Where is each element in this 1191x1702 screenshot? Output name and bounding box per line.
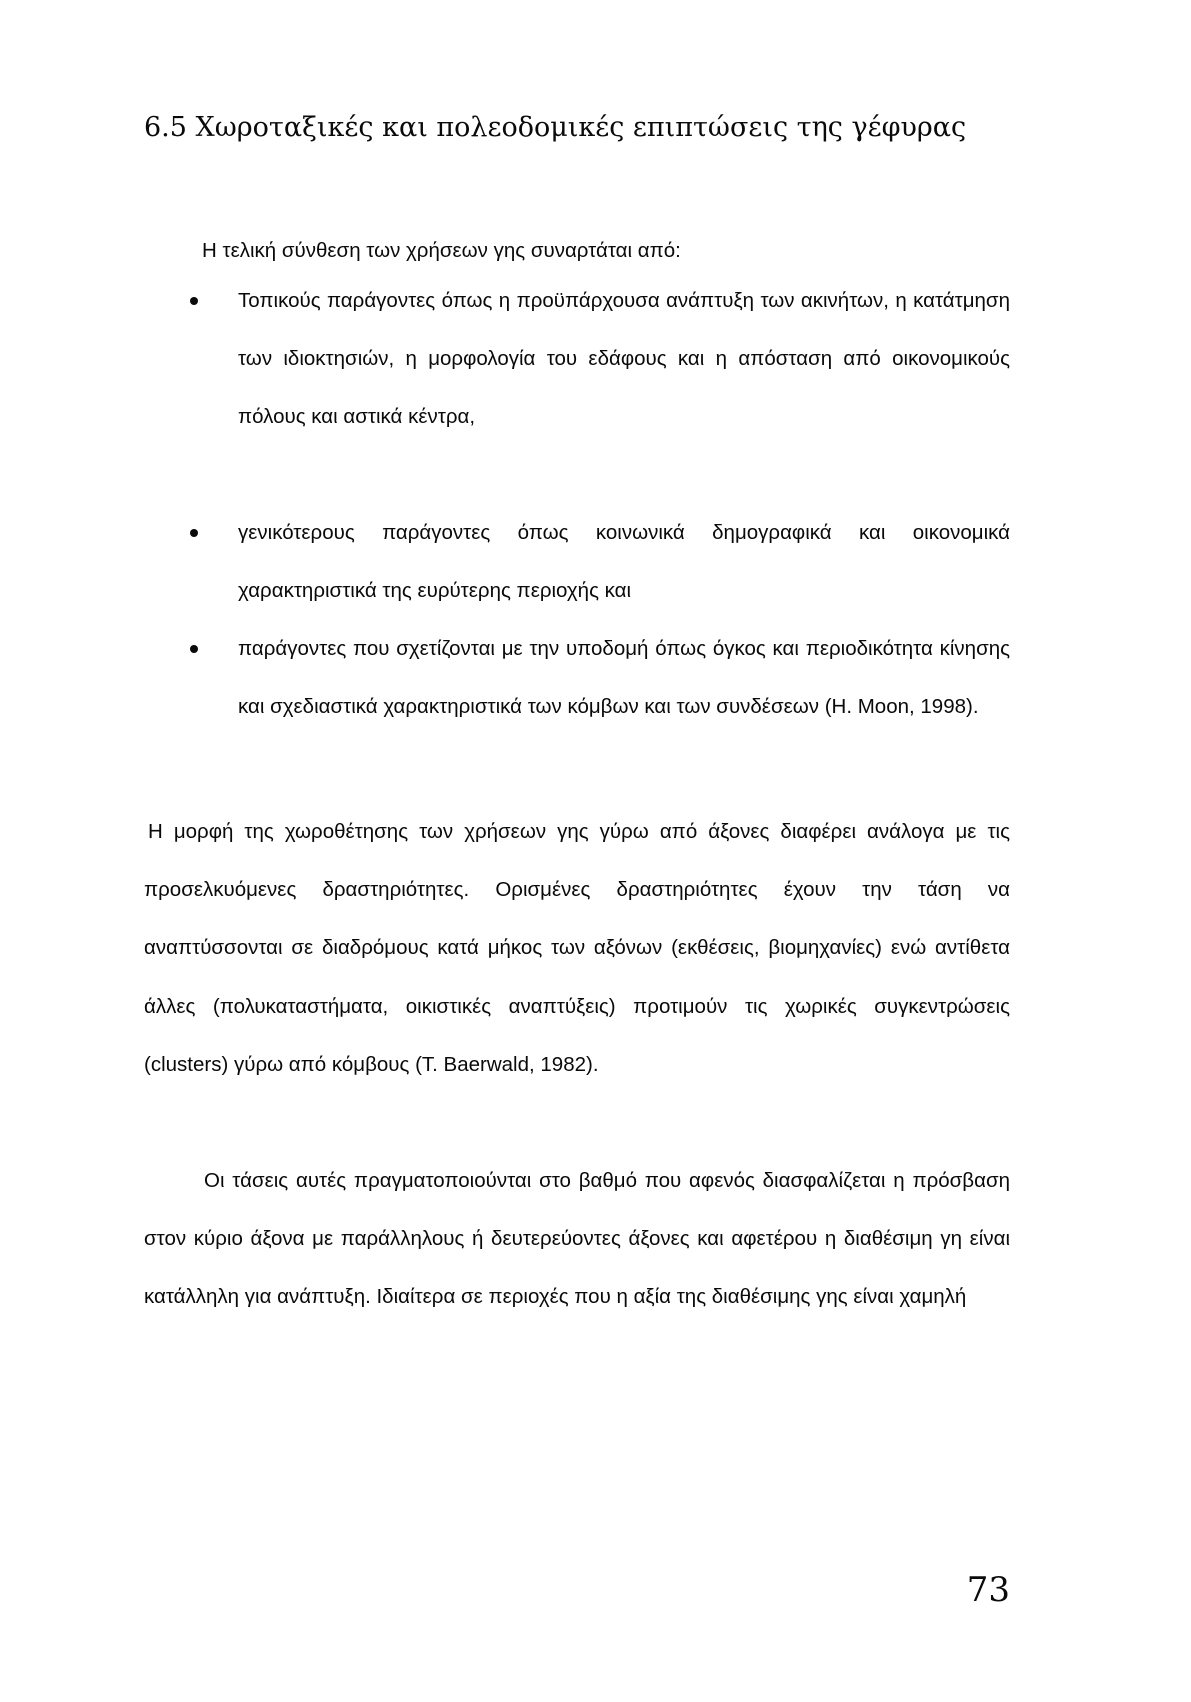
list-item-text: παράγοντες που σχετίζονται με την υποδομή όπως όγκος και περιοδικότητα κίνησης και σχεδιαστικά χαρακτηριστικά των κόμβων και των συνδέσεων (H. Moon, 1998). (238, 637, 1010, 718)
bullet-icon (190, 645, 198, 653)
factor-list (238, 272, 1010, 794)
intro-sentence: Η τελική σύνθεση των χρήσεων γης συναρτάται από: (202, 239, 681, 262)
list-item-text: γενικότερους παράγοντες όπως κοινωνικά δημογραφικά και οικονομικά χαρακτηριστικά της ευρύτερης περιοχής και (238, 521, 1010, 602)
bullet-icon (190, 297, 198, 305)
page-number: 73 (966, 1570, 1010, 1610)
body-paragraph: Οι τάσεις αυτές πραγματοποιούνται στο βαθμό που αφενός διασφαλίζεται η πρόσβαση στον κύριο άξονα με παράλληλους ή δευτερεύοντες άξονες και αφετέρου η διαθέσιμη γη είναι κατάλληλη για ανάπτυξη. Ιδιαίτερα σε περιοχές που η αξία της διαθέσιμης γης είναι χαμηλή (144, 1169, 1010, 1308)
bullet-icon (190, 529, 198, 537)
list-item (238, 504, 1010, 620)
list-item (238, 272, 1010, 504)
section-heading: 6.5 Χωροταξικές και πολεοδομικές επιπτώσεις της γέφυρας (144, 112, 967, 143)
document-page (144, 0, 1010, 1702)
list-item-text: Τοπικούς παράγοντες όπως η προϋπάρχουσα ανάπτυξη των ακινήτων, η κατάτμηση των ιδιοκτησιών, η μορφολογία του εδάφους και η απόσταση από οικονομικούς πόλους και αστικά κέντρα, (238, 289, 1010, 428)
body-paragraph: Η μορφή της χωροθέτησης των χρήσεων γης γύρω από άξονες διαφέρει ανάλογα με τις προσελκυόμενες δραστηριότητες. Ορισμένες δραστηριότητες έχουν την τάση να αναπτύσσονται σε διαδρόμους κατά μήκος των αξόνων (εκθέσεις, βιομηχανίες) ενώ αντίθετα άλλες (πολυκαταστήματα, οικιστικές αναπτύξεις) προτιμούν τις χωρικές συγκεντρώσεις (clusters) γύρω από κόμβους (T. Baerwald, 1982). (144, 820, 1010, 1076)
list-item (238, 620, 1010, 794)
